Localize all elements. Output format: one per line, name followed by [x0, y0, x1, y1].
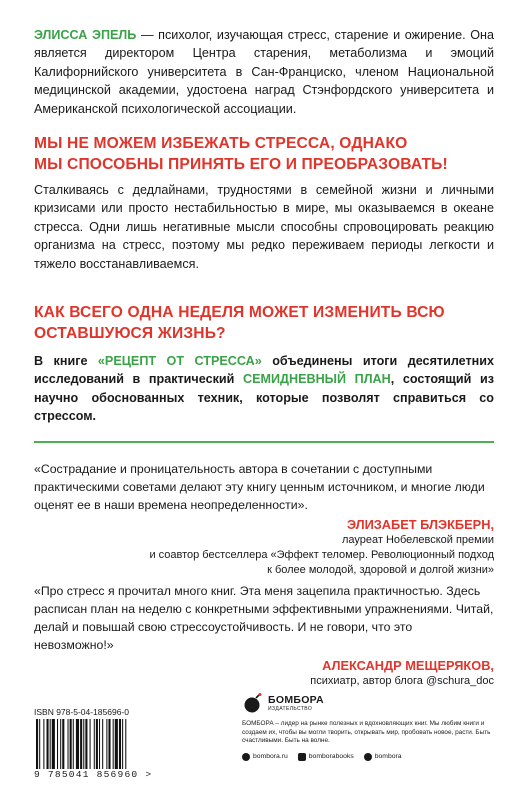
section-divider [34, 441, 494, 443]
bomb-icon [242, 692, 264, 714]
heading-week-line1: КАК ВСЕГО ОДНА НЕДЕЛЯ МОЖЕТ ИЗМЕНИТЬ ВСЮ [34, 304, 445, 321]
author-name: ЭЛИССА ЭПЕЛЬ [34, 28, 137, 42]
publisher-logo-sub: ИЗДАТЕЛЬСТВО [268, 705, 313, 712]
barcode-bar [94, 719, 95, 769]
publisher-logo [242, 692, 502, 714]
book-paragraph-part1: В книге [34, 354, 98, 368]
quote-meshcheryakov-desc: психиатр, автор блога @schura_doc [310, 675, 494, 687]
barcode-bar [36, 719, 38, 769]
telegram-link[interactable] [364, 753, 402, 761]
barcode-bar [50, 719, 51, 769]
heading-stress-line1: МЫ НЕ МОЖЕМ ИЗБЕЖАТЬ СТРЕССА, ОДНАКО [34, 135, 408, 152]
globe-icon [242, 753, 250, 761]
barcode-bar [115, 719, 118, 769]
barcode-bar [108, 719, 110, 769]
publisher-block [242, 692, 502, 761]
telegram-link-label: bombora [374, 753, 402, 761]
vk-icon [298, 753, 306, 761]
barcode-bars [34, 719, 184, 769]
barcode-bar [125, 719, 126, 769]
author-bio-text: — психолог, изучающая стресс, старение и ожирение. Она является директором Центра старения, метаболизма и эмоций Калифорнийского университета в Сан-Франциско, членом Национальной медицинской академии, удостоена наград Стэнфордского университета и Американской психологической ассоциации. [34, 28, 494, 116]
barcode-bar [62, 719, 64, 769]
quote-blackburn-attribution [34, 516, 494, 578]
barcode-bar [60, 719, 61, 769]
book-title: «РЕЦЕПТ ОТ СТРЕССА» [97, 354, 262, 368]
publisher-description: БОМБОРА – лидер на рынке полезных и вдохновляющих книг. Мы любим книги и создаем их, чтобы вы могли творить, открывать мир, пробовать новое, расти. Быть счастливыми. Быть на волне. [242, 720, 491, 745]
barcode-bar [122, 719, 123, 769]
vk-link-label: bomborabooks [308, 753, 354, 761]
book-paragraph-part2: объединены итоги десятилетних исследований в практический [34, 354, 495, 387]
quote-blackburn-desc2: и соавтор бестселлера «Эффект теломер. Революционный подход [149, 549, 494, 561]
barcode-bar [102, 719, 103, 769]
barcode-bar [70, 719, 72, 769]
barcode-bar [68, 719, 69, 769]
barcode-bar [90, 719, 91, 769]
barcode-bar [73, 719, 74, 769]
quote-blackburn: «Сострадание и проницательность автора в сочетании с доступными практическими советами делают эту книгу ценным источником, и многие люди оценят ее в наши времена неопределенности». [34, 462, 485, 512]
barcode-bar [106, 719, 107, 769]
heading-week-line2: ОСТАВШУЮСЯ ЖИЗНЬ? [34, 325, 226, 342]
seven-day-plan: СЕМИДНЕВНЫЙ ПЛАН [242, 372, 391, 387]
heading-stress [34, 133, 494, 175]
quote-meshcheryakov: «Про стресс я прочитал много книг. Эта меня зацепила практичностью. Здесь расписан план на неделю с конкретными эффективными упражнениями. Читай, делай и повышай свою стрессоустойчивость. И не говори, что это невозможно!» [34, 584, 494, 652]
barcode-bar [113, 719, 114, 769]
publisher-logo-text: БОМБОРА [268, 693, 324, 706]
barcode-bar [43, 719, 44, 769]
barcode-number: 9 785041 856960 > [34, 769, 153, 780]
quote-blackburn-desc3: к более молодой, здоровой и долгой жизни» [267, 564, 494, 576]
barcode-bar [52, 719, 55, 769]
barcode-bar [85, 719, 87, 769]
barcode-bar [47, 719, 49, 769]
barcode [34, 707, 194, 780]
book-paragraph-part3: , состоящий из научно обоснованных техник, которые позволят справиться со стрессом. [34, 372, 494, 424]
intro-paragraph: Сталкиваясь с дедлайнами, трудностями в семейной жизни и личными кризисами или просто нестабильностью в мире, мы оказываемся в океане стресса. Одни лишь негативные мысли способны спровоцировать реакцию организма на стресс, поэтому мы редко переживаем периоды легкости и тяжело восстанавливаемся. [34, 183, 494, 271]
barcode-bar [57, 719, 58, 769]
barcode-bar [83, 719, 84, 769]
vk-link[interactable] [298, 753, 354, 761]
barcode-bar [119, 719, 121, 769]
book-paragraph [34, 352, 494, 426]
quote-blackburn-author: ЭЛИЗАБЕТ БЛЭКБЕРН, [347, 517, 494, 532]
barcode-bar [76, 719, 79, 769]
telegram-icon [364, 753, 372, 761]
quote-meshcheryakov-attribution [34, 657, 494, 689]
barcode-bar [39, 719, 40, 769]
heading-week [34, 302, 494, 344]
site-link-label: bombora.ru [253, 753, 288, 761]
isbn-text: ISBN 978-5-04-185696-0 [34, 707, 129, 717]
author-bio [34, 26, 494, 118]
quote-meshcheryakov-author: АЛЕКСАНДР МЕЩЕРЯКОВ, [322, 658, 494, 673]
quote-blackburn-desc1: лауреат Нобелевской премии [341, 534, 494, 546]
publisher-links [242, 753, 502, 761]
barcode-bar [80, 719, 82, 769]
heading-stress-line2: МЫ СПОСОБНЫ ПРИНЯТЬ ЕГО И ПРЕОБРАЗОВАТЬ! [34, 156, 448, 173]
site-link[interactable] [242, 753, 288, 761]
barcode-bar [96, 719, 98, 769]
barcode-bar [99, 719, 100, 769]
